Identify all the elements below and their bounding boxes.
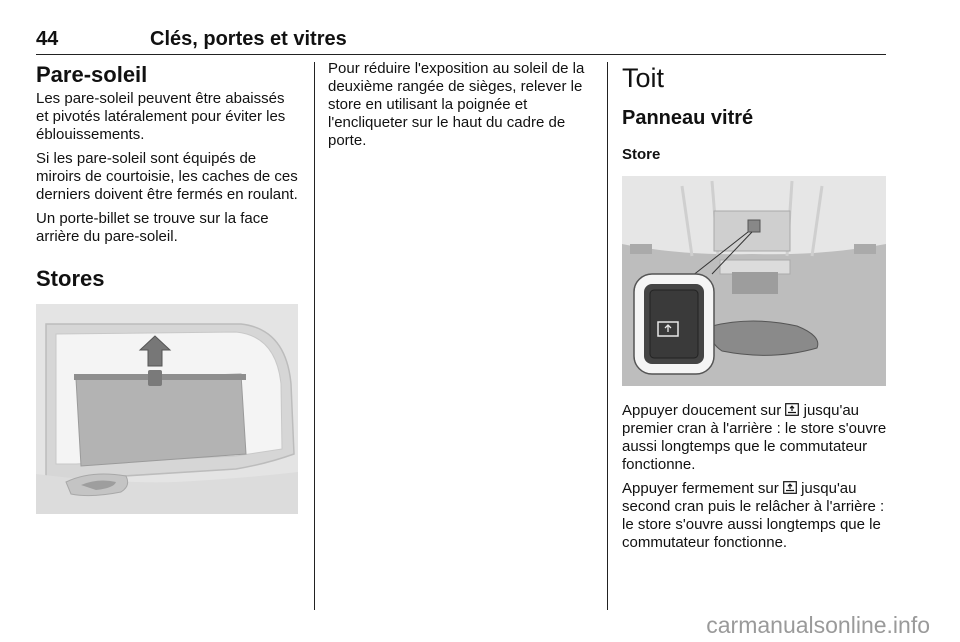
sunblind-switch-icon: [785, 403, 799, 416]
sunvisor-paragraph-2: Si les pare-soleil sont équipés de miroirs de courtoisie, les caches de ces derniers doivent être fermés en roulant.: [36, 150, 298, 203]
blinds-heading: Stores: [36, 266, 105, 291]
header-rule: [36, 54, 886, 55]
column-3: [622, 60, 888, 558]
page-header: [36, 28, 886, 54]
column-1: [36, 60, 300, 514]
blinds-paragraph: Pour réduire l'exposition au soleil de la deuxième rangée de sièges, relever le store en utilisant la poignée et l'encliqueter sur le haut du cadre de porte.: [328, 60, 585, 149]
page-number: 44: [36, 28, 59, 50]
glass-panel-heading: Panneau vitré: [622, 107, 754, 129]
sunblind-switch-icon: [783, 481, 797, 494]
column-divider-2: [607, 62, 608, 610]
watermark: carmanualsonline.info: [706, 612, 930, 638]
chapter-title: Clés, portes et vitres: [150, 28, 347, 50]
sunvisor-paragraph-3: Un porte-billet se trouve sur la face arrière du pare-soleil.: [36, 210, 269, 245]
sunblind-switch-illustration: [622, 176, 886, 386]
roof-heading: Toit: [622, 63, 665, 93]
column-divider-1: [314, 62, 315, 610]
sunblind-paragraph-2: Appuyer fermement sur jusqu'au second cran puis le relâcher à l'arrière : le store s'ouvre aussi longtemps que le commutateur fonctionne.: [622, 480, 885, 551]
sunblind-heading: Store: [622, 146, 661, 163]
sunvisor-heading: Pare-soleil: [36, 62, 148, 87]
sunblind-paragraph-1: Appuyer doucement sur jusqu'au premier cran à l'arrière : le store s'ouvre aussi longtemps que le commutateur fonctionne.: [622, 402, 887, 473]
sunvisor-paragraph-1: Les pare-soleil peuvent être abaissés et pivotés latéralement pour éviter les éblouissements.: [36, 90, 286, 143]
column-2: [328, 60, 592, 156]
blinds-illustration: [36, 304, 298, 514]
